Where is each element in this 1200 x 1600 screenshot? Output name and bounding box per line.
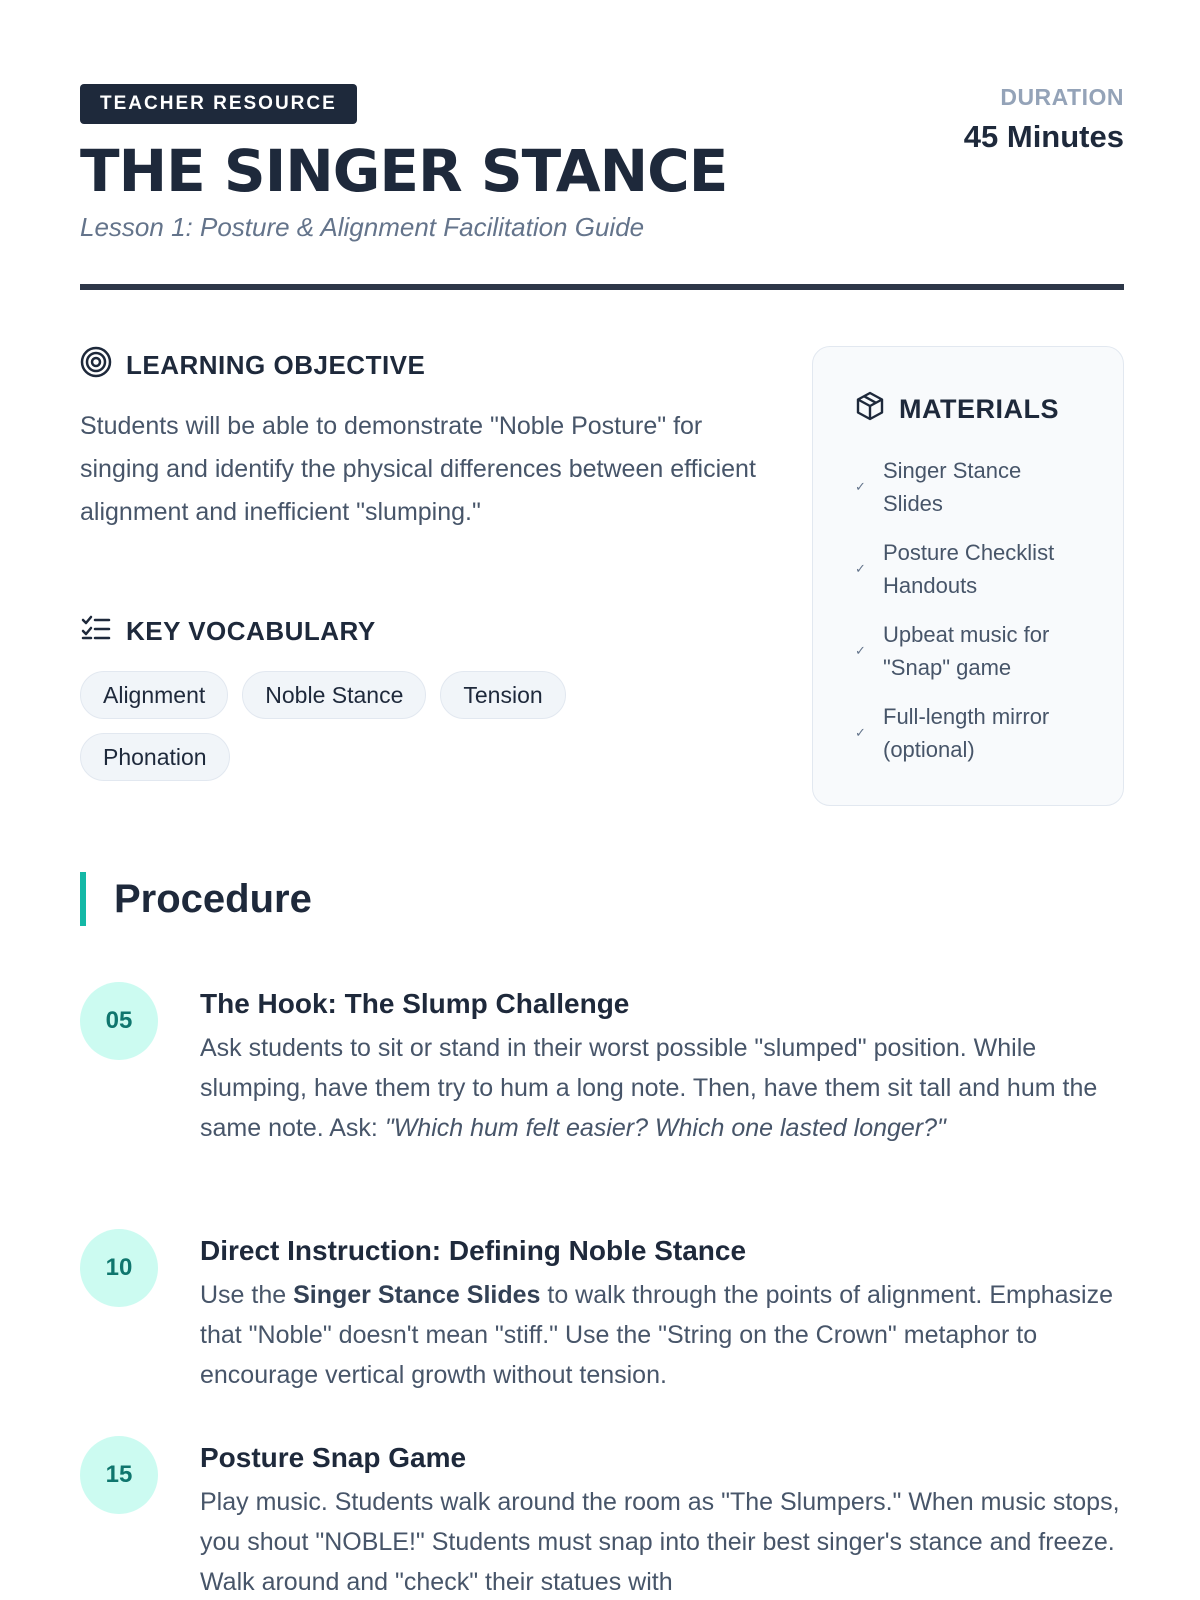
learning-objective-heading	[80, 346, 760, 385]
vocabulary-chip: Alignment	[80, 671, 228, 719]
step-body	[200, 1436, 1124, 1600]
vocabulary-chip: Phonation	[80, 733, 230, 781]
step-text-main: Ask students to sit or stand in their worst possible "slumped" position. While slumping, have them try to hum a long note. Then, have them sit tall and hum the same note. Ask:	[200, 1034, 1098, 1142]
materials-list	[855, 454, 1081, 766]
learning-objective-section	[80, 346, 760, 534]
procedure-heading: Procedure	[80, 872, 312, 926]
step-text	[200, 1028, 1124, 1148]
step-text-after: to walk through the points of alignment. Emphasize that "Noble" doesn't mean "stiff." Use the "String on the Crown" metaphor to encourage vertical growth without tension.	[200, 1281, 1113, 1389]
check-icon: ✓	[855, 561, 866, 576]
materials-card	[812, 346, 1124, 806]
list-item	[855, 700, 1081, 766]
target-icon	[80, 346, 112, 385]
step-quote: "Which hum felt easier? Which one lasted longer?"	[384, 1114, 946, 1142]
materials-heading	[855, 391, 1081, 428]
step-body	[200, 1229, 1124, 1395]
list-item	[855, 454, 1081, 520]
page-subtitle: Lesson 1: Posture & Alignment Facilitation Guide	[80, 212, 645, 242]
material-text: Singer Stance Slides	[883, 458, 1022, 516]
step-minutes-badge: 10	[80, 1229, 158, 1307]
checklist-icon	[80, 612, 112, 651]
learning-objective-label: LEARNING OBJECTIVE	[126, 350, 426, 380]
step-title: Direct Instruction: Defining Noble Stance	[200, 1235, 747, 1266]
step-minutes-badge: 05	[80, 982, 158, 1060]
package-icon	[855, 391, 885, 428]
lesson-page	[80, 0, 1124, 1600]
step-title: Posture Snap Game	[200, 1442, 467, 1473]
key-vocabulary-section	[80, 612, 760, 781]
page-title: THE SINGER STANCE	[80, 137, 728, 205]
vocabulary-chip-list	[80, 671, 640, 781]
step-emphasis: Singer Stance Slides	[293, 1281, 541, 1309]
step-text: Play music. Students walk around the room as "The Slumpers." When music stops, you shout "NOBLE!" Students must snap into their best singer's stance and freeze. Walk around and "check" their statues with	[200, 1488, 1120, 1596]
check-icon: ✓	[855, 643, 866, 658]
step-body	[200, 982, 1124, 1148]
resource-badge: TEACHER RESOURCE	[80, 84, 357, 124]
learning-objective-text: Students will be able to demonstrate "Noble Posture" for singing and identify the physical differences between efficient alignment and inefficient "slumping."	[80, 412, 756, 526]
material-text: Full-length mirror (optional)	[883, 704, 1050, 762]
vocabulary-chip: Tension	[440, 671, 565, 719]
page-header	[80, 84, 1124, 292]
header-divider	[80, 284, 1124, 290]
material-text: Posture Checklist Handouts	[883, 540, 1055, 598]
check-icon: ✓	[855, 725, 866, 740]
step-minutes-badge: 15	[80, 1436, 158, 1514]
step-title: The Hook: The Slump Challenge	[200, 988, 630, 1019]
list-item	[855, 536, 1081, 602]
key-vocabulary-heading	[80, 612, 760, 651]
materials-label: MATERIALS	[899, 394, 1059, 424]
check-icon: ✓	[855, 479, 866, 494]
step-text-before: Use the	[200, 1281, 294, 1309]
duration-block	[964, 84, 1124, 155]
vocabulary-chip: Noble Stance	[242, 671, 426, 719]
list-item	[855, 618, 1081, 684]
duration-label: DURATION	[1000, 84, 1124, 110]
duration-value: 45 Minutes	[963, 119, 1124, 154]
step-text	[200, 1275, 1124, 1395]
key-vocabulary-label: KEY VOCABULARY	[126, 616, 376, 646]
material-text: Upbeat music for "Snap" game	[883, 622, 1050, 680]
